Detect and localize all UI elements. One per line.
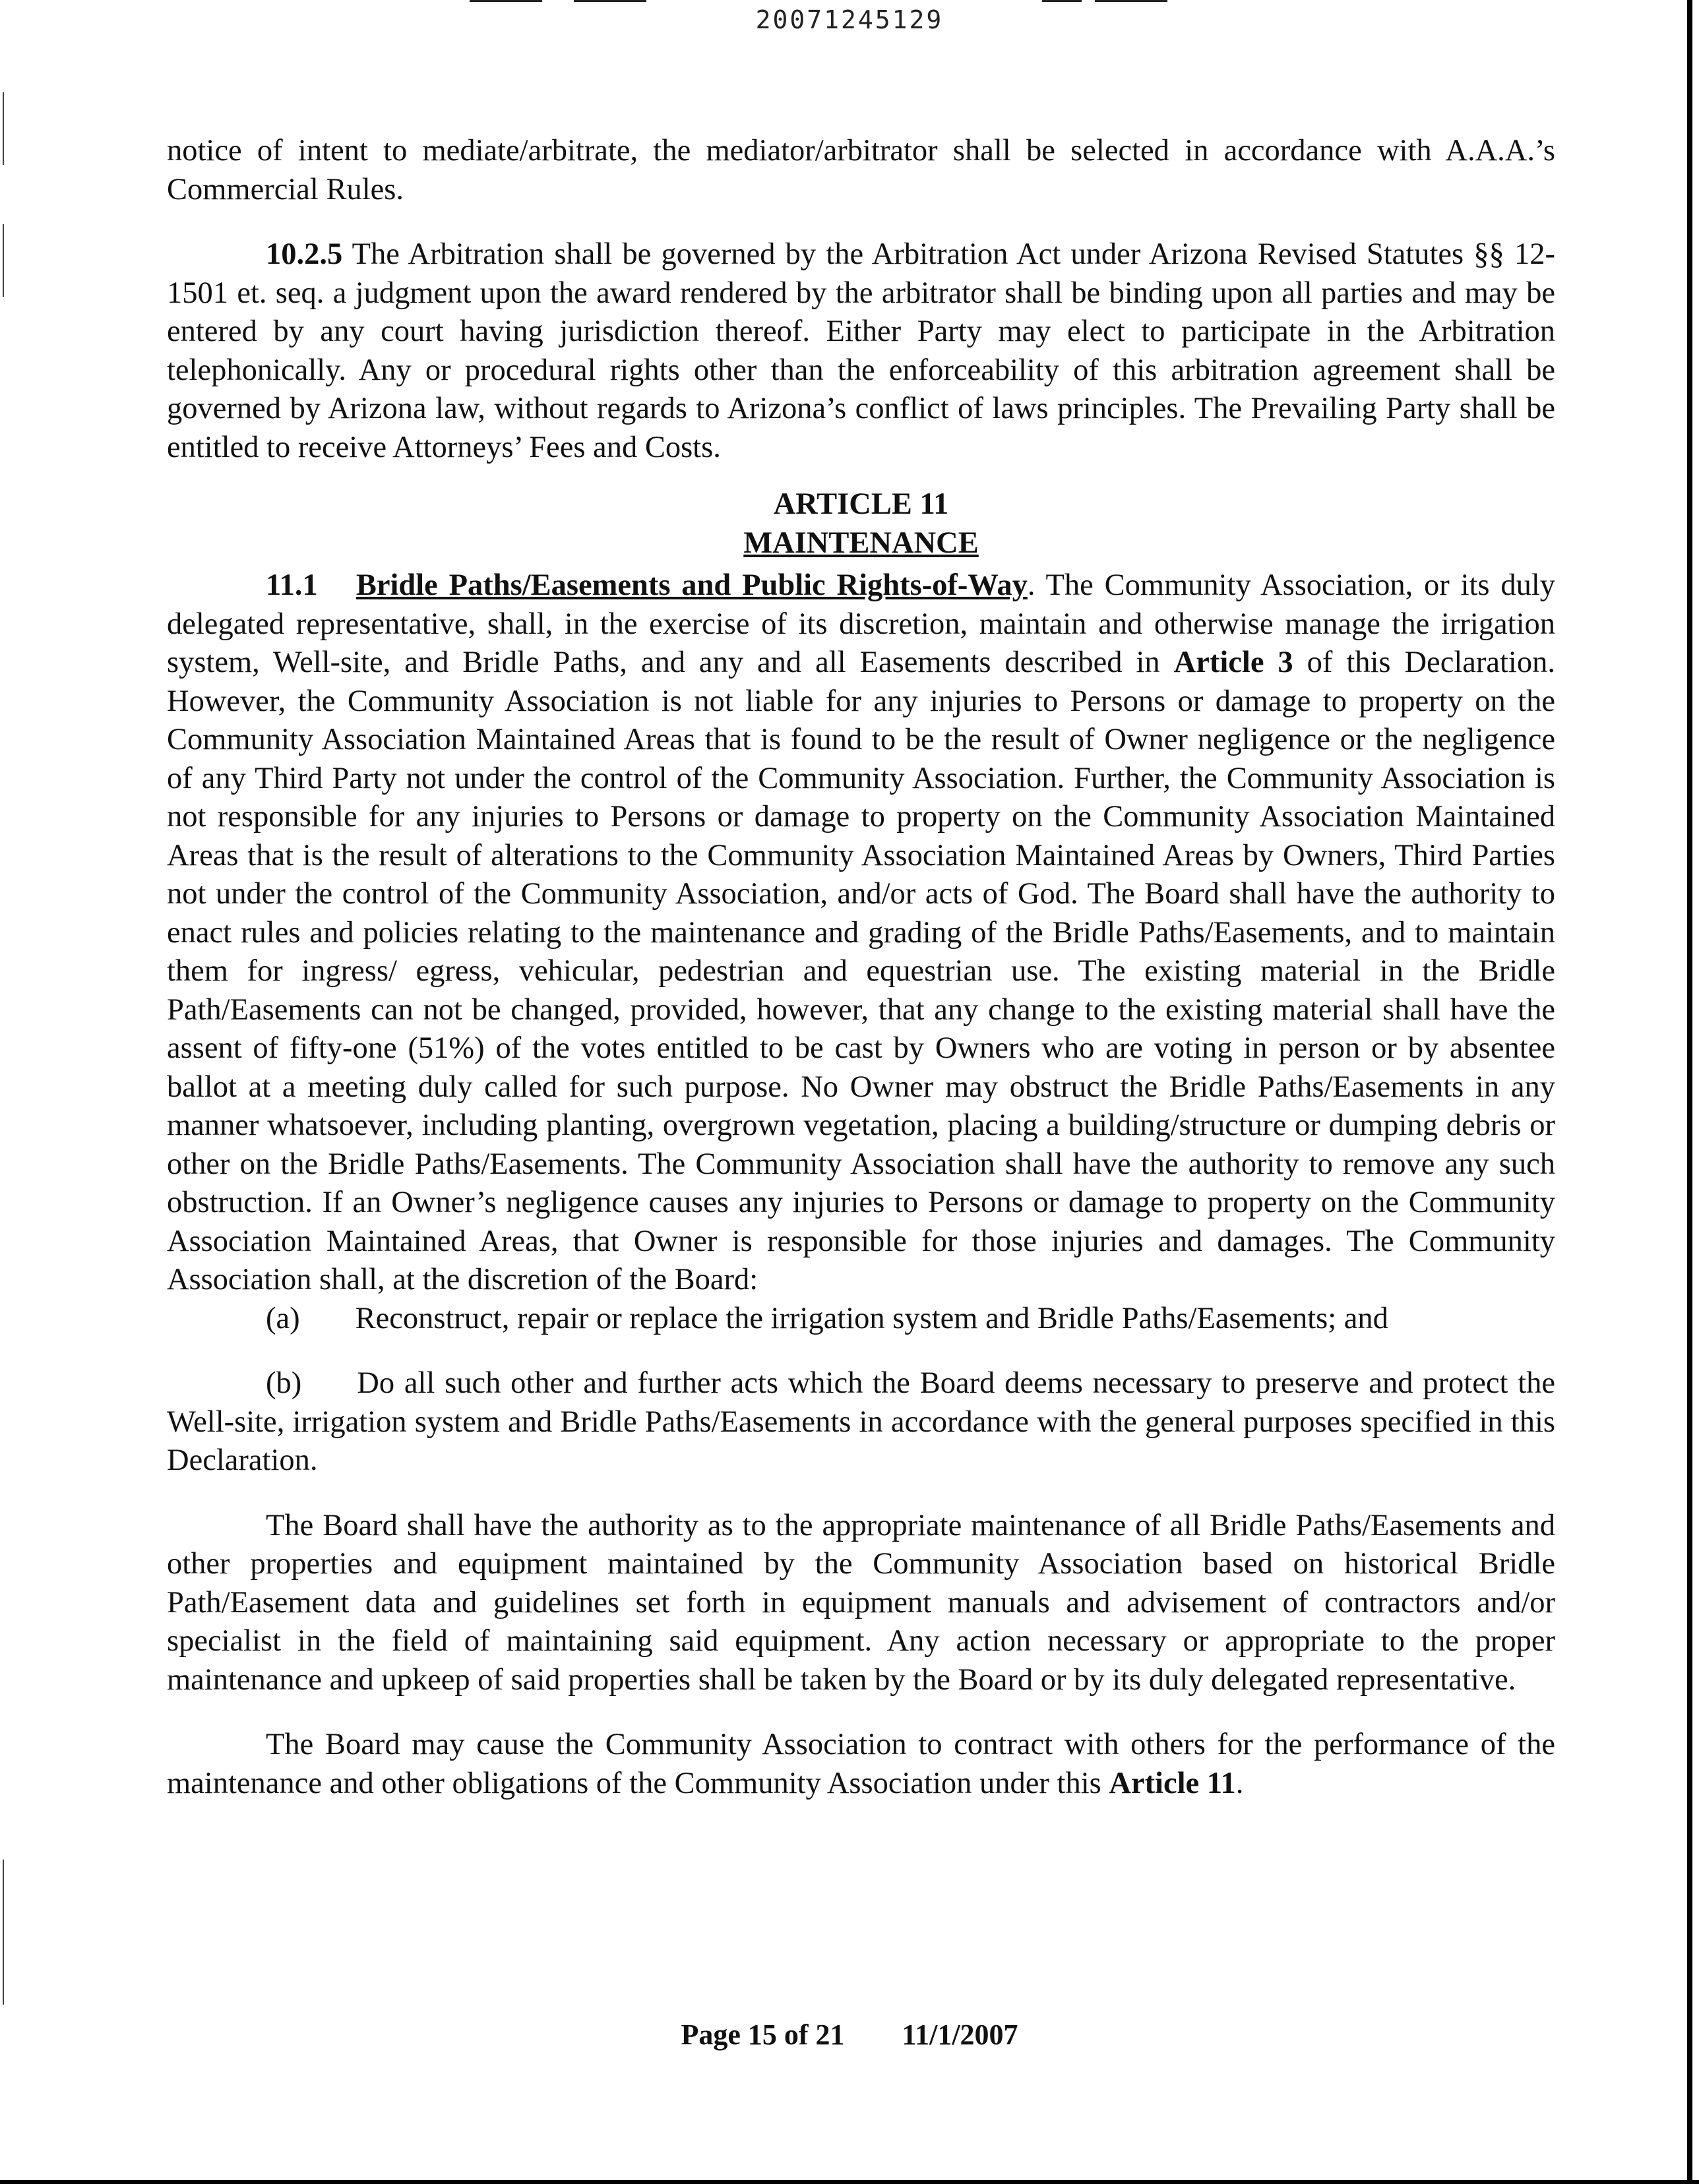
section-text: The Community Association, or its duly delegated representative, shall, in the exercise of its discretion, maintain and otherwise manage the irrigation system, Well-site, and Bridle Paths, and any and all Easements described in <box>167 568 1556 679</box>
paragraph-board-contract <box>167 1726 1555 1803</box>
section-title-period: . <box>1027 568 1035 602</box>
article-reference: Article 3 <box>1173 646 1293 679</box>
article-reference: Article 11 <box>1109 1766 1236 1800</box>
scan-edge-bottom <box>0 2180 1699 2184</box>
spacer <box>167 209 1555 235</box>
scan-artifact-rule <box>1095 0 1167 2</box>
document-body <box>167 132 1555 1803</box>
scan-artifact-rule <box>470 0 542 2</box>
list-label: (a) <box>266 1301 300 1335</box>
scan-artifact-tick <box>3 92 4 165</box>
scan-artifact-rule <box>1042 0 1082 2</box>
scan-artifact-tick <box>3 224 4 297</box>
list-text: Do all such other and further acts which the Board deems necessary to preserve and protect the Well-site, irrigation system and Bridle Paths/Easements in accordance with the general purposes specified in this Declaration. <box>167 1366 1555 1477</box>
section-number: 11.1 <box>266 568 318 602</box>
article-number: ARTICLE 11 <box>773 487 949 521</box>
paragraph-intro <box>167 132 1555 209</box>
list-text: Reconstruct, repair or replace the irrigation system and Bridle Paths/Easements; and <box>355 1301 1388 1335</box>
page-number: Page 15 of 21 <box>681 2018 845 2051</box>
section-title: Bridle Paths/Easements and Public Rights-of-Way <box>355 568 1028 602</box>
section-text: The Arbitration shall be governed by the Arbitration Act under Arizona Revised Statutes §§ 12-1501 et. seq. a judgment upon the award rendered by the arbitrator shall be binding upon all parties and may be entered by any court having jurisdiction thereof. Either Party may elect to participate in the Arbitration telephonically. Any or procedural rights other than the enforceability of this arbitration agreement shall be governed by Arizona law, without regards to Arizona’s conflict of laws principles. The Prevailing Party shall be entitled to receive Attorneys’ Fees and Costs. <box>167 237 1555 464</box>
scan-artifact-tick <box>3 1860 4 2005</box>
article-heading <box>167 485 1555 562</box>
paragraph-text: The Board shall have the authority as to the appropriate maintenance of all Bridle Paths/Easements and other properties and equipment maintained by the Community Association based on historical Bridle Path/Easement data and guidelines set forth in equipment manuals and advisement of contractors and/or specialist in the field of maintaining said equipment. Any action necessary or appropriate to the proper maintenance and upkeep of said properties shall be taken by the Board or by its duly delegated representative. <box>167 1508 1555 1697</box>
paragraph-intro-text: notice of intent to mediate/arbitrate, the mediator/arbitrator shall be selected in accordance with A.A.A.’s Commercial Rules. <box>167 134 1555 206</box>
paragraph-board-authority <box>167 1507 1555 1700</box>
scan-edge-right <box>1687 0 1692 2184</box>
spacer <box>167 1480 1555 1507</box>
paragraph-end: . <box>1235 1766 1244 1800</box>
article-title: MAINTENANCE <box>743 526 979 560</box>
list-label: (b) <box>266 1366 302 1400</box>
page-footer <box>0 2018 1699 2051</box>
paragraph-text: The Board may cause the Community Association to contract with others for the performance of the maintenance and other obligations of the Community Association under this <box>167 1728 1555 1800</box>
spacer <box>167 1699 1555 1726</box>
section-number: 10.2.5 <box>266 237 343 271</box>
section-11-1 <box>167 566 1555 1300</box>
list-item-a <box>167 1300 1555 1339</box>
document-id-stamp: 20071245129 <box>755 5 944 34</box>
spacer <box>167 1338 1555 1364</box>
scan-artifact-rule <box>574 0 646 2</box>
document-date: 11/1/2007 <box>902 2018 1018 2051</box>
section-text-continued: of this Declaration. However, the Community Association is not liable for any injuries to Persons or damage to property on the Community Association Maintained Areas that is found to be the result of Owner negligence or the negligence of any Third Party not under the control of the Community Association. Further, the Community Association is not responsible for any injuries to Persons or damage to property on the Community Association Maintained Areas that is the result of alterations to the Community Association Maintained Areas by Owners, Third Parties not under the control of the Community Association, and/or acts of God. The Board shall have the authority to enact rules and policies relating to the maintenance and grading of the Bridle Paths/Easements, and to maintain them for ingress/ egress, vehicular, pedestrian and equestrian use. The existing material in the Bridle Path/Easements can not be changed, provided, however, that any change to the existing material shall have the assent of fifty-one (51%) of the votes entitled to be cast by Owners who are voting in person or by absentee ballot at a meeting duly called for such purpose. No Owner may obstruct the Bridle Paths/Easements in any manner whatsoever, including planting, overgrown vegetation, placing a building/structure or dumping debris or other on the Bridle Paths/Easements. The Community Association shall have the authority to remove any such obstruction. If an Owner’s negligence causes any injuries to Persons or damage to property on the Community Association Maintained Areas, that Owner is responsible for those injuries and damages. The Community Association shall, at the discretion of the Board: <box>167 646 1555 1296</box>
list-item-b <box>167 1364 1555 1480</box>
section-10-2-5 <box>167 235 1555 467</box>
